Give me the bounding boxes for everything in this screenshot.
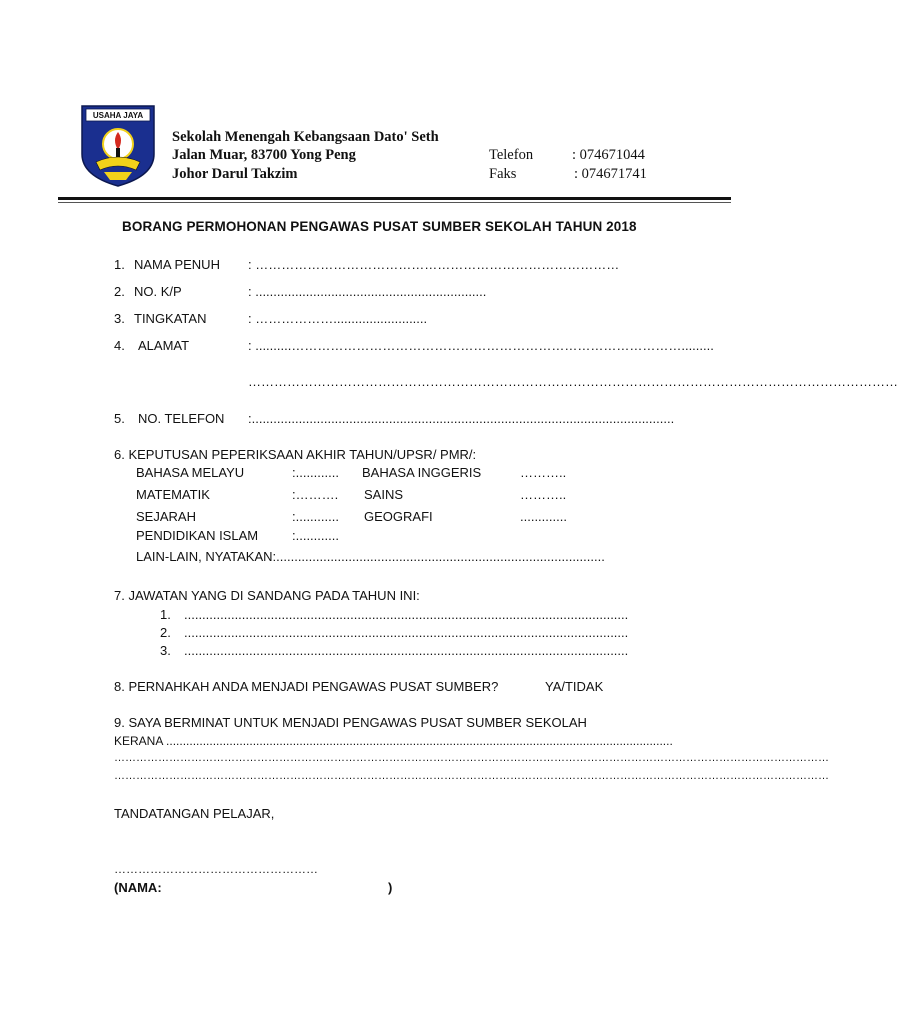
subject-grade-input[interactable]: :……….: [292, 487, 339, 502]
q5-label: NO. TELEFON: [138, 411, 225, 426]
q8-answer-options[interactable]: YA/TIDAK: [545, 679, 604, 694]
name-close-paren: ): [388, 880, 393, 895]
q5-number: 5.: [114, 411, 125, 426]
phone-label: Telefon: [489, 147, 534, 163]
q4-number: 4.: [114, 338, 125, 353]
signature-label: TANDATANGAN PELAJAR,: [114, 806, 275, 821]
q7-item-input[interactable]: ...........................................................................................................................: [184, 625, 629, 640]
q7-item-number: 2.: [160, 625, 171, 640]
q9-question: 9. SAYA BERMINAT UNTUK MENJADI PENGAWAS PUSAT SUMBER SEKOLAH: [114, 715, 587, 730]
subject-grade-input[interactable]: :............: [292, 465, 339, 480]
school-address-line1: Jalan Muar, 83700 Yong Peng: [172, 147, 356, 163]
q7-item-input[interactable]: ...........................................................................................................................: [184, 607, 629, 622]
subject-grade-input[interactable]: ………..: [520, 487, 567, 502]
school-name: Sekolah Menengah Kebangsaan Dato' Seth: [172, 129, 439, 145]
q7-item-number: 1.: [160, 607, 171, 622]
other-subjects-input[interactable]: LAIN-LAIN, NYATAKAN:...........................................................................................: [136, 549, 605, 564]
q2-label: NO. K/P: [134, 284, 182, 299]
q2-input-line[interactable]: : ................................................................: [248, 284, 487, 299]
q3-input-line[interactable]: : ………………..........................: [248, 311, 428, 326]
header-divider-thin: [58, 202, 731, 203]
q2-number: 2.: [114, 284, 125, 299]
q6-heading: 6. KEPUTUSAN PEPERIKSAAN AKHIR TAHUN/UPSR/ PMR/:: [114, 447, 477, 462]
subject-grade-input[interactable]: ………..: [520, 465, 567, 480]
q7-item-number: 3.: [160, 643, 171, 658]
q7-item-input[interactable]: ...........................................................................................................................: [184, 643, 629, 658]
q5-input-line[interactable]: :.....................................................................................................................: [248, 411, 675, 426]
name-label: (NAMA:: [114, 880, 162, 895]
q1-label: NAMA PENUH: [134, 257, 220, 272]
q4-input-line[interactable]: : ..........……………………………………………………………………………….........: [248, 338, 714, 353]
q9-reason-input[interactable]: KERANA ........................................................................................................................................................: [114, 734, 673, 748]
q9-reason-line[interactable]: ……………………………………………………………………………………………………………………………………………………………………………: [114, 752, 829, 764]
q1-number: 1.: [114, 257, 125, 272]
header-divider: [58, 197, 731, 200]
subject-grade-input[interactable]: :............: [292, 509, 339, 524]
subject-name: BAHASA MELAYU: [136, 465, 245, 480]
q3-label: TINGKATAN: [134, 311, 207, 326]
school-crest-logo: [78, 104, 158, 188]
q8-question: 8. PERNAHKAH ANDA MENJADI PENGAWAS PUSAT SUMBER?: [114, 679, 499, 694]
subject-name: GEOGRAFI: [364, 509, 433, 524]
form-title: BORANG PERMOHONAN PENGAWAS PUSAT SUMBER SEKOLAH TAHUN 2018: [122, 219, 637, 234]
school-address-line2: Johor Darul Takzim: [172, 166, 298, 182]
subject-grade-input[interactable]: .............: [520, 509, 567, 524]
subject-grade-input[interactable]: :............: [292, 528, 339, 543]
q7-heading: 7. JAWATAN YANG DI SANDANG PADA TAHUN INI:: [114, 588, 420, 603]
q1-input-line[interactable]: : …………………………………………………………………………: [248, 257, 620, 272]
fax-value: : 074671741: [574, 166, 647, 182]
q4-label: ALAMAT: [138, 338, 190, 353]
q4-input-line-2[interactable]: ……………………………………………………………………………………………………………………………………: [248, 374, 898, 389]
subject-name: SAINS: [364, 487, 404, 502]
signature-line[interactable]: ……………………………………………: [114, 862, 318, 876]
crest-motto: USAHA JAYA: [92, 111, 144, 120]
q9-reason-line[interactable]: ……………………………………………………………………………………………………………………………………………………………………………: [114, 770, 829, 782]
fax-label: Faks: [489, 166, 517, 182]
subject-name: BAHASA INGGERIS: [362, 465, 482, 480]
subject-name: SEJARAH: [136, 509, 196, 524]
subject-name: MATEMATIK: [136, 487, 210, 502]
q3-number: 3.: [114, 311, 125, 326]
phone-value: : 074671044: [572, 147, 645, 163]
subject-name: PENDIDIKAN ISLAM: [136, 528, 259, 543]
